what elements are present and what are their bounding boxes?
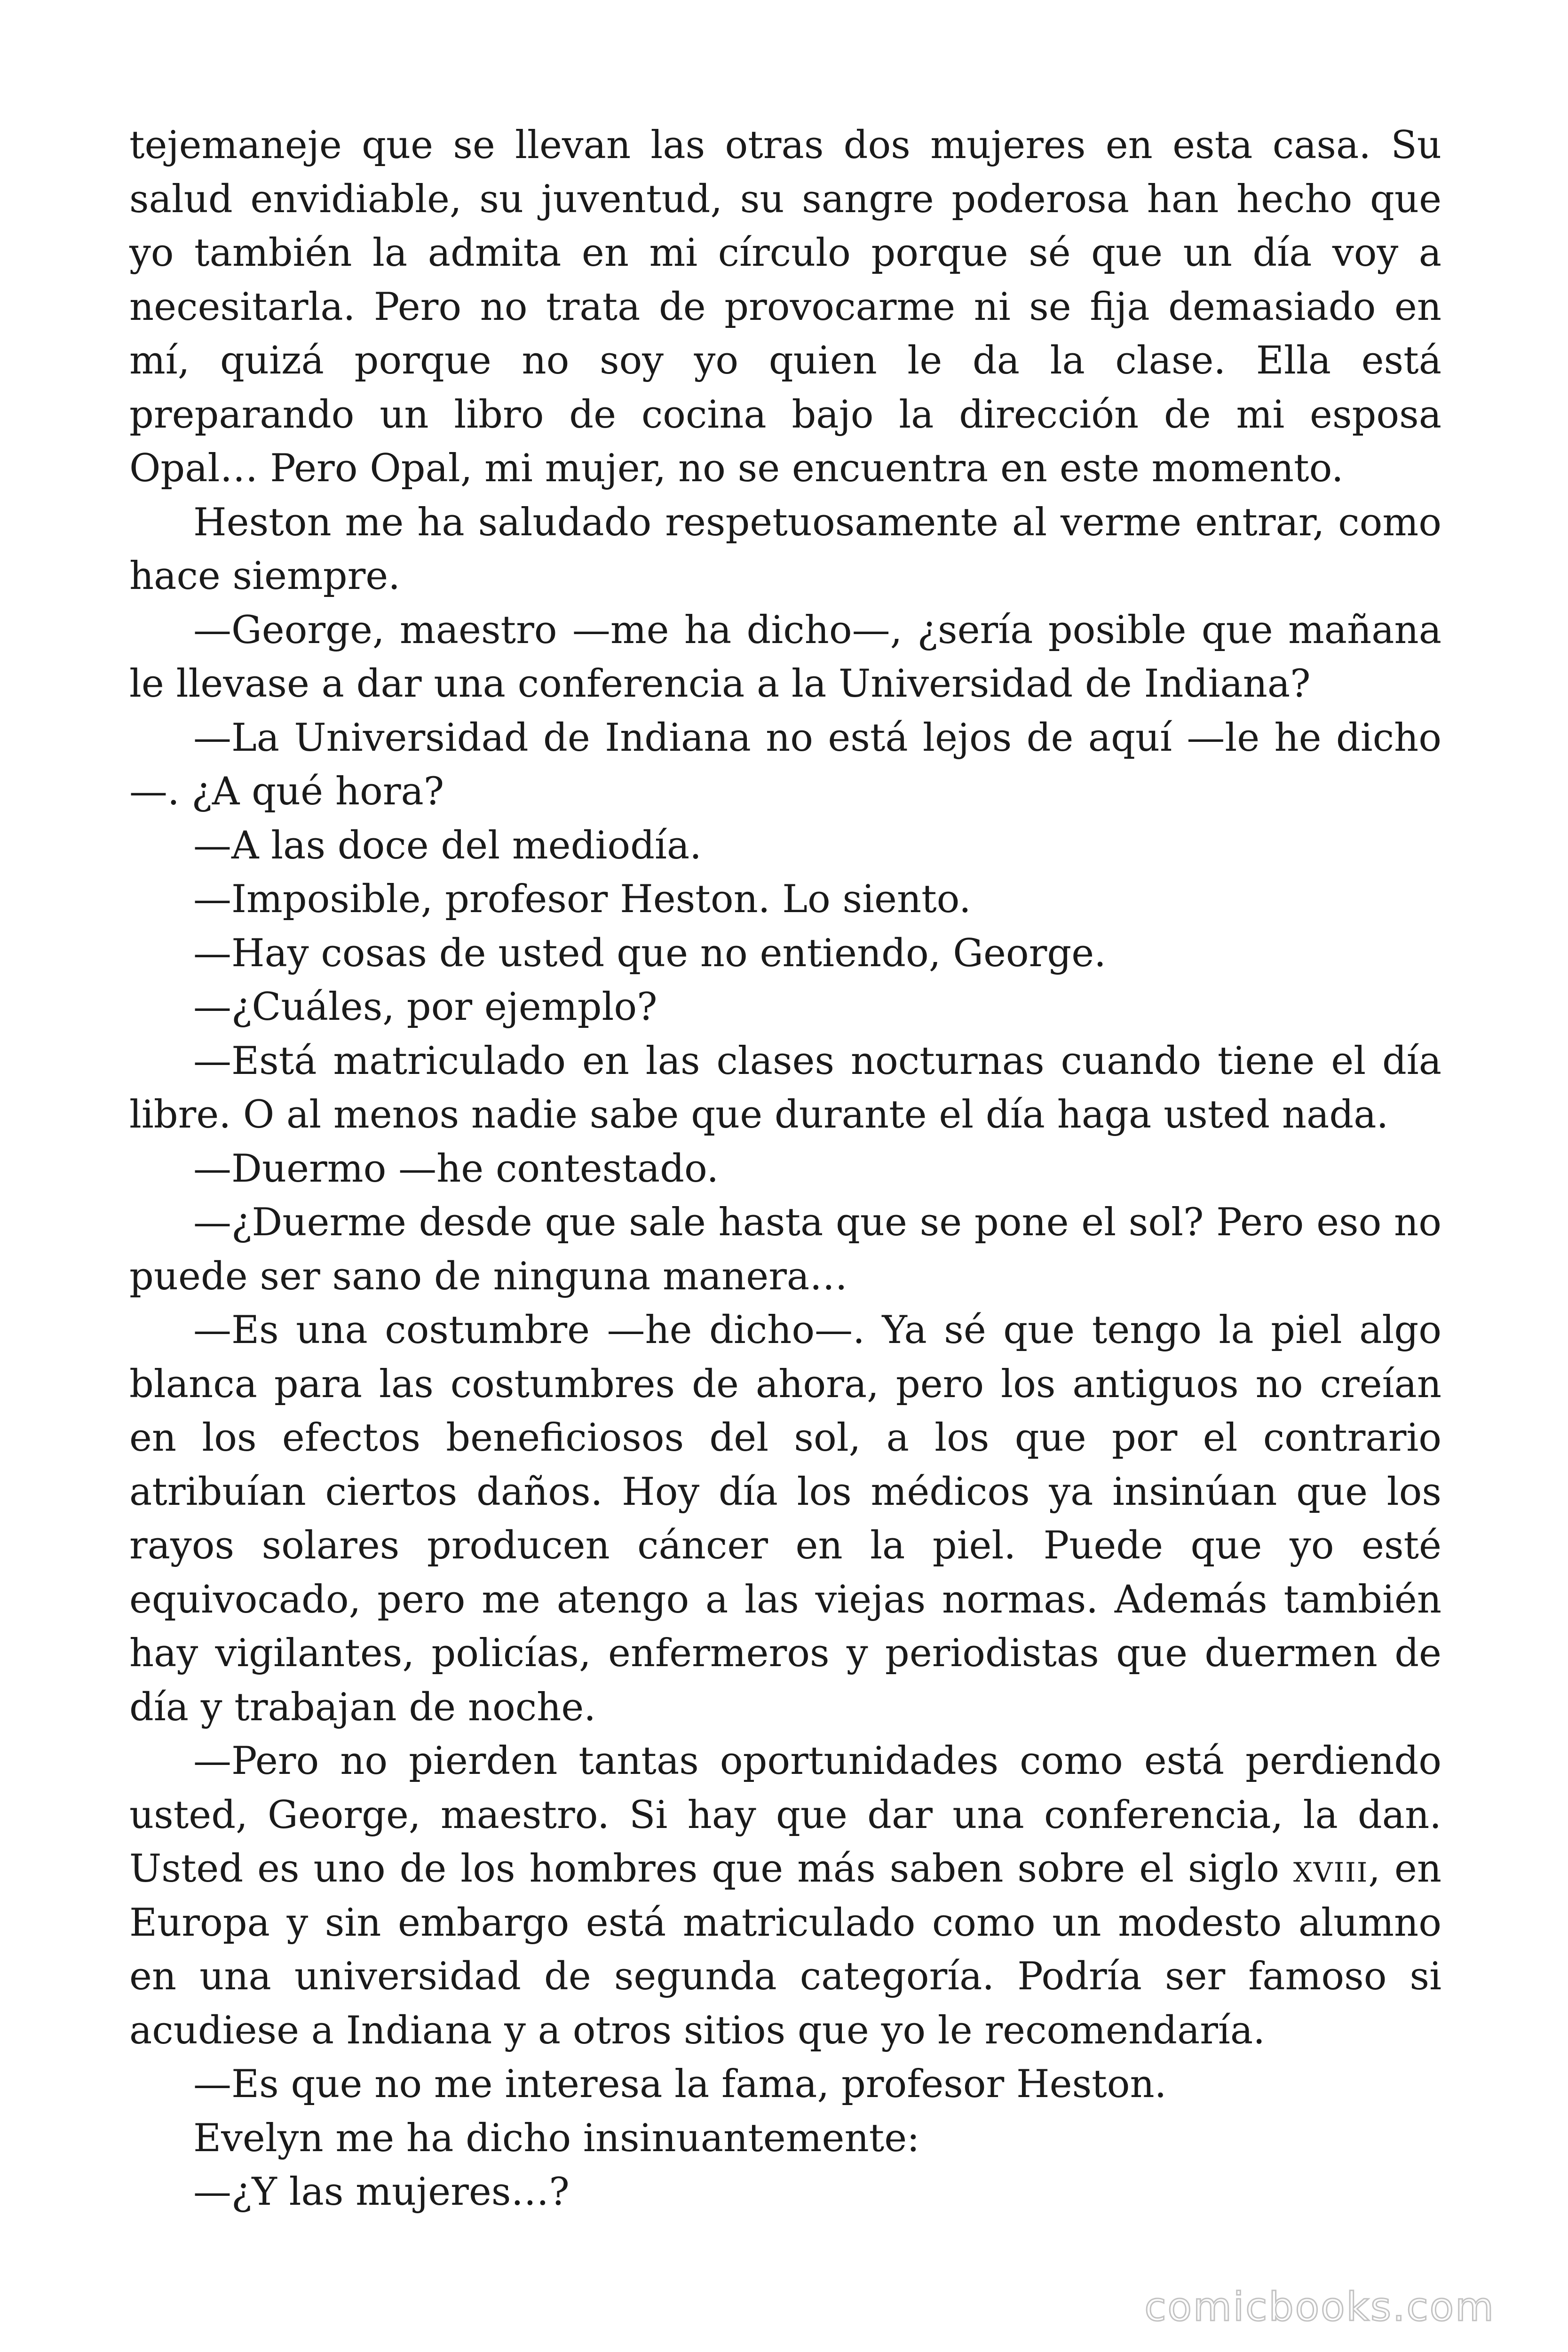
paragraph: —¿Duerme desde que sale hasta que se pone el sol? Pero eso no puede ser sano de ninguna manera… (129, 1200, 1441, 1299)
body-text (129, 119, 1441, 2219)
paragraph: —Es que no me interesa la fama, profesor Heston. (193, 2062, 1167, 2106)
paragraph: —La Universidad de Indiana no está lejos de aquí —le he dicho —. ¿A qué hora? (129, 715, 1441, 814)
century-numeral: xviii (1293, 1847, 1369, 1891)
paragraph: —¿Cuáles, por ejemplo? (193, 985, 657, 1029)
paragraph: —Hay cosas de usted que no entiendo, George. (193, 931, 1106, 976)
paragraph: —Imposible, profesor Heston. Lo siento. (193, 877, 971, 922)
paragraph: —A las doce del mediodía. (193, 823, 702, 868)
paragraph: —Está matriculado en las clases nocturnas cuando tiene el día libre. O al menos nadie sabe que durante el día haga usted nada. (129, 1039, 1441, 1137)
paragraph: Heston me ha saludado respetuosamente al verme entrar, como hace siempre. (129, 500, 1441, 598)
paragraph: —George, maestro —me ha dicho—, ¿sería posible que mañana le llevase a dar una conferencia a la Universidad de Indiana? (129, 608, 1441, 706)
paragraph-text: , en Europa y sin embargo está matriculado como un modesto alumno en una universidad de segunda categoría. Podría ser famoso si acudiese a Indiana y a otros sitios que yo le recomendaría. (129, 1847, 1442, 2053)
paragraph: —Duermo —he contestado. (193, 1146, 719, 1191)
paragraph: Evelyn me ha dicho insinuantemente: (193, 2116, 920, 2161)
paragraph: —¿Y las mujeres…? (193, 2170, 570, 2214)
paragraph: tejemaneje que se llevan las otras dos mujeres en esta casa. Su salud envidiable, su juventud, su sangre poderosa han hecho que yo también la admita en mi círculo porque sé que un día voy a necesitarla. Pero no trata de provocarme ni se fija demasiado en mí, quizá porque no soy yo quien le da la clase. Ella está preparando un libro de cocina bajo la dirección de mi esposa Opal… Pero Opal, mi mujer, no se encuentra en este momento. (129, 123, 1441, 491)
paragraph-text: —Pero no pierden tantas oportunidades como está perdiendo usted, George, maestro. Si hay que dar una conferencia, la dan. Usted es uno de los hombres que más saben sobre el siglo (129, 1739, 1441, 1891)
watermark: comicbooks.com (1144, 2284, 1495, 2330)
paragraph: —Es una costumbre —he dicho—. Ya sé que tengo la piel algo blanca para las costumbres de ahora, pero los antiguos no creían en los efectos beneficiosos del sol, a los que por el contrario atribuían ciertos daños. Hoy día los médicos ya insinúan que los rayos solares producen cáncer en la piel. Puede que yo esté equivocado, pero me atengo a las viejas normas. Además también hay vigilantes, policías, enfermeros y periodistas que duermen de día y trabajan de noche. (129, 1308, 1441, 1730)
paragraph (129, 1734, 1441, 2058)
